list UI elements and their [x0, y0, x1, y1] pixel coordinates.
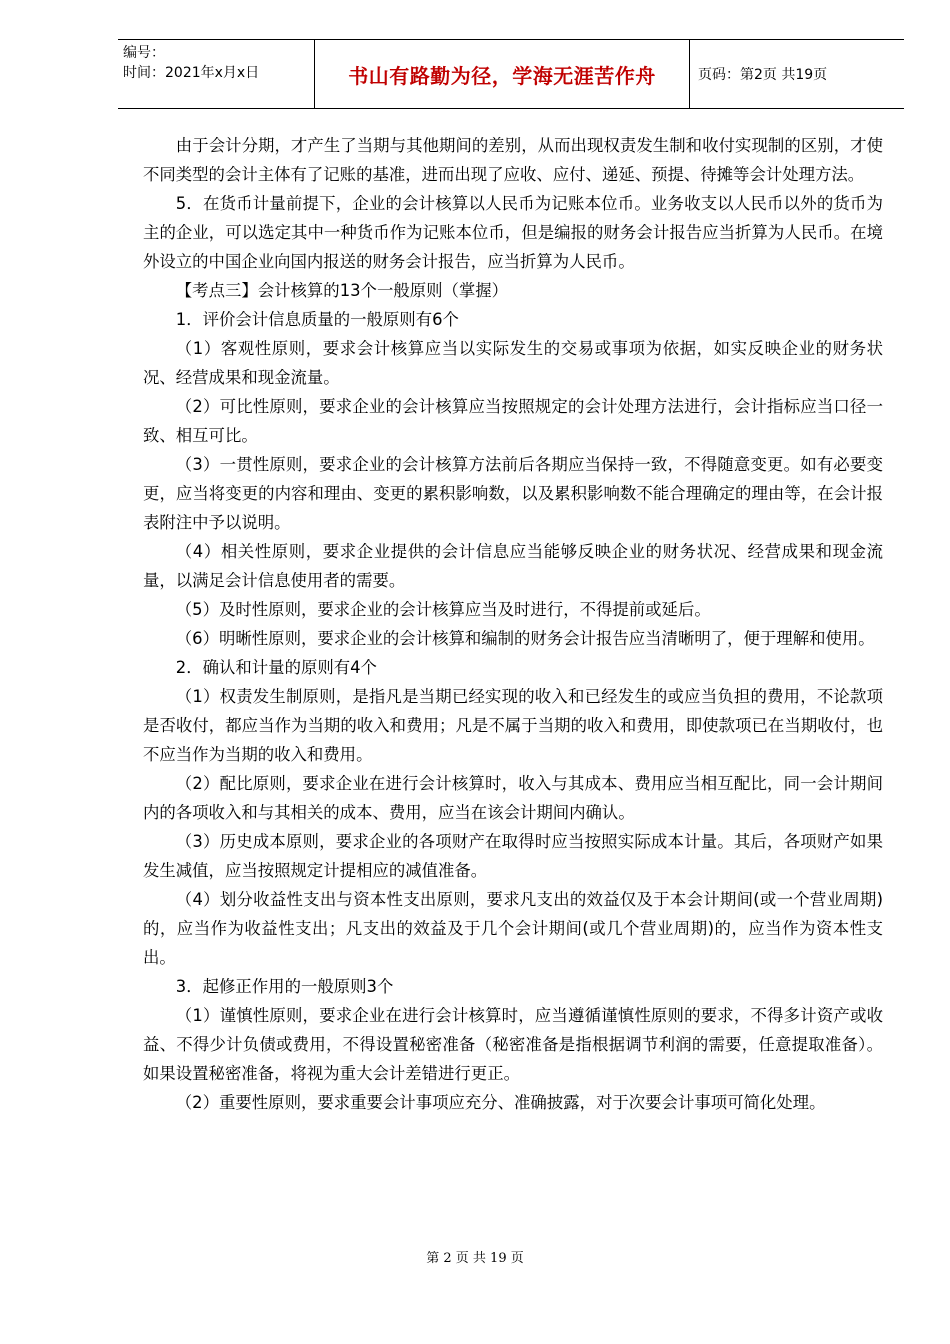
subsection-heading: 3．起修正作用的一般原则3个: [175, 977, 394, 996]
page-header: [118, 39, 904, 109]
subsection-heading: 2．确认和计量的原则有4个: [175, 658, 377, 677]
paragraph: （2）重要性原则，要求重要会计事项应充分、准确披露，对于次要会计事项可简化处理。: [175, 1093, 826, 1112]
section-heading: 【考点三】会计核算的13个一般原则（掌握）: [175, 281, 509, 300]
paragraph: （2）可比性原则，要求企业的会计核算应当按照规定的会计处理方法进行，会计指标应当口径一致、相互可比。: [143, 397, 883, 445]
paragraph: 由于会计分期，才产生了当期与其他期间的差别，从而出现权责发生制和收付实现制的区别，才使不同类型的会计主体有了记账的基准，进而出现了应收、应付、递延、预提、待摊等会计处理方法。: [143, 136, 883, 184]
footer-page-number: 第 2 页 共 19 页: [426, 1251, 524, 1266]
paragraph: （1）权责发生制原则，是指凡是当期已经实现的收入和已经发生的或应当负担的费用，不论款项是否收付，都应当作为当期的收入和费用；凡是不属于当期的收入和费用，即使款项已在当期收付，也不应当作为当期的收入和费用。: [143, 687, 883, 764]
header-motto: 书山有路勤为径，学海无涯苦作舟: [315, 40, 690, 108]
document-time-label: 时间：2021年x月x日: [123, 65, 260, 81]
header-meta: [118, 40, 315, 108]
paragraph: （2）配比原则，要求企业在进行会计核算时，收入与其成本、费用应当相互配比，同一会计期间内的各项收入和与其相关的成本、费用，应当在该会计期间内确认。: [143, 774, 883, 822]
document-body: [143, 131, 883, 1117]
paragraph: （5）及时性原则，要求企业的会计核算应当及时进行，不得提前或延后。: [175, 600, 711, 619]
paragraph: （4）划分收益性支出与资本性支出原则，要求凡支出的效益仅及于本会计期间(或一个营业周期)的，应当作为收益性支出；凡支出的效益及于几个会计期间(或几个营业周期)的，应当作为资本性支出。: [143, 890, 883, 967]
paragraph: 5．在货币计量前提下，企业的会计核算以人民币为记账本位币。业务收支以人民币以外的货币为主的企业，可以选定其中一种货币作为记账本位币，但是编报的财务会计报告应当折算为人民币。在境外设立的中国企业向国内报送的财务会计报告，应当折算为人民币。: [143, 194, 883, 271]
paragraph: （6）明晰性原则，要求企业的会计核算和编制的财务会计报告应当清晰明了，便于理解和使用。: [175, 629, 875, 648]
paragraph: （1）客观性原则，要求会计核算应当以实际发生的交易或事项为依据，如实反映企业的财务状况、经营成果和现金流量。: [143, 339, 883, 387]
page-footer: [0, 1247, 950, 1266]
paragraph: （4）相关性原则，要求企业提供的会计信息应当能够反映企业的财务状况、经营成果和现金流量，以满足会计信息使用者的需要。: [143, 542, 883, 590]
document-number-label: 编号：: [123, 45, 165, 61]
paragraph: （3）历史成本原则，要求企业的各项财产在取得时应当按照实际成本计量。其后，各项财产如果发生减值，应当按照规定计提相应的减值准备。: [143, 832, 883, 880]
header-page-info: 页码：第2页 共19页: [698, 67, 828, 83]
paragraph: （1）谨慎性原则，要求企业在进行会计核算时，应当遵循谨慎性原则的要求，不得多计资产或收益、不得少计负债或费用，不得设置秘密准备（秘密准备是指根据调节利润的需要，任意提取准备）。如果设置秘密准备，将视为重大会计差错进行更正。: [143, 1006, 883, 1083]
paragraph: （3）一贯性原则，要求企业的会计核算方法前后各期应当保持一致，不得随意变更。如有必要变更，应当将变更的内容和理由、变更的累积影响数，以及累积影响数不能合理确定的理由等，在会计报表附注中予以说明。: [143, 455, 883, 532]
subsection-heading: 1．评价会计信息质量的一般原则有6个: [175, 310, 459, 329]
